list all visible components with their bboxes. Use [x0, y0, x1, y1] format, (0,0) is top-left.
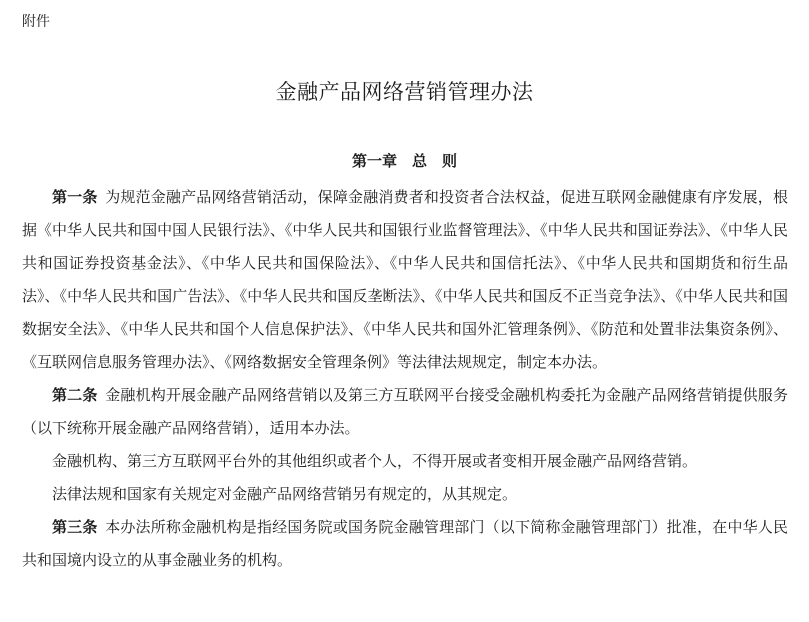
article-text: 金融机构开展金融产品网络营销以及第三方互联网平台接受金融机构委托为金融产品网络营销提供服务（以下统称开展金融产品网络营销），适用本办法。: [22, 386, 788, 437]
article-number: 第一条: [52, 188, 98, 206]
article-3-paragraph: [22, 511, 788, 577]
attachment-label: 附件: [22, 14, 50, 30]
chapter-title: 第一章 总 则: [351, 152, 457, 170]
article-text: 法律法规和国家有关规定对金融产品网络营销另有规定的，从其规定。: [52, 485, 518, 503]
document-body: [22, 181, 788, 577]
article-number: 第三条: [52, 518, 98, 536]
article-2-clause-2: [22, 445, 788, 478]
article-2-paragraph: [22, 379, 788, 445]
article-1-paragraph: [22, 181, 788, 379]
document-title: 金融产品网络营销管理办法: [275, 80, 534, 104]
article-text: 为规范金融产品网络营销活动，保障金融消费者和投资者合法权益，促进互联网金融健康有序发展，根据《中华人民共和国中国人民银行法》、《中华人民共和国银行业监督管理法》、《中华人民共和国证券法》、《中华人民共和国证券投资基金法》、《中华人民共和国保险法》、《中华人民共和国信托法》、《中华人民共和国期货和衍生品法》、《中华人民共和国广告法》、《中华人民共和国反垄断法》、《中华人民共和国反不正当竞争法》、《中华人民共和国数据安全法》、《中华人民共和国个人信息保护法》、《中华人民共和国外汇管理条例》、《防范和处置非法集资条例》、《互联网信息服务管理办法》、《网络数据安全管理条例》等法律法规规定，制定本办法。: [22, 188, 788, 371]
article-2-clause-3: [22, 478, 788, 511]
article-text: 本办法所称金融机构是指经国务院或国务院金融管理部门（以下简称金融管理部门）批准，在中华人民共和国境内设立的从事金融业务的机构。: [22, 518, 788, 569]
article-text: 金融机构、第三方互联网平台外的其他组织或者个人，不得开展或者变相开展金融产品网络营销。: [52, 452, 698, 470]
article-number: 第二条: [52, 386, 98, 404]
